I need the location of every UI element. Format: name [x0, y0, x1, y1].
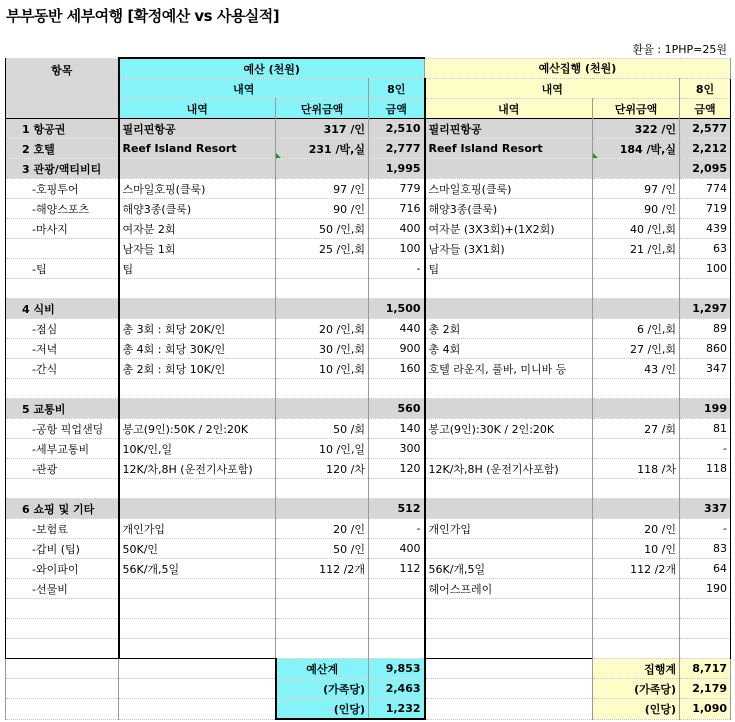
actual-unit	[593, 639, 680, 659]
actual-unit: 6 /인,회	[593, 319, 680, 339]
actual-unit	[593, 399, 680, 419]
budget-detail	[119, 159, 276, 179]
actual-family-label: (가족당)	[593, 679, 680, 699]
actual-unit	[593, 379, 680, 399]
budget-detail	[119, 479, 276, 499]
table-row	[6, 619, 731, 639]
row-item: 6 쇼핑 및 기타	[6, 499, 119, 519]
actual-unit: 322 /인	[593, 119, 680, 139]
table-row	[6, 539, 731, 559]
budget-detail: 12K/차,8H (운전기사포함)	[119, 459, 276, 479]
budget-detail: 남자들 1회	[119, 239, 276, 259]
budget-amount: 400	[369, 219, 425, 239]
budget-detail: 10K/인,일	[119, 439, 276, 459]
actual-unit	[593, 619, 680, 639]
row-item: 5 교통비	[6, 399, 119, 419]
section-row	[6, 399, 731, 419]
header-actual-desc: 내역	[425, 79, 680, 99]
actual-unit: 10 /인	[593, 539, 680, 559]
budget-amount	[369, 479, 425, 499]
budget-unit: 30 /인,회	[276, 339, 369, 359]
budget-detail: 56K/개,5일	[119, 559, 276, 579]
budget-unit: 317 /인	[276, 119, 369, 139]
actual-unit: 43 /인	[593, 359, 680, 379]
actual-person-label: (인당)	[593, 699, 680, 720]
actual-detail: 56K/개,5일	[425, 559, 593, 579]
actual-amount	[680, 479, 731, 499]
budget-amount: 779	[369, 179, 425, 199]
budget-detail: 해양3종(클룩)	[119, 199, 276, 219]
row-item	[6, 599, 119, 619]
budget-table	[5, 57, 731, 720]
budget-amount: 400	[369, 539, 425, 559]
actual-detail	[425, 599, 593, 619]
budget-unit	[276, 599, 369, 619]
section-row	[6, 159, 731, 179]
section-row	[6, 499, 731, 519]
budget-family: 2,463	[369, 679, 425, 699]
actual-unit	[593, 439, 680, 459]
actual-amount: 347	[680, 359, 731, 379]
budget-amount: 120	[369, 459, 425, 479]
actual-detail: 호텔 라운지, 풀바, 미니바 등	[425, 359, 593, 379]
actual-unit	[593, 579, 680, 599]
actual-detail: 총 4회	[425, 339, 593, 359]
row-item	[6, 479, 119, 499]
actual-detail: 봉고(9인):30K / 2인:20K	[425, 419, 593, 439]
budget-amount: 716	[369, 199, 425, 219]
budget-amount	[369, 579, 425, 599]
actual-detail: 스마일호핑(클룩)	[425, 179, 593, 199]
row-item	[6, 239, 119, 259]
header-actual: 예산집행 (천원)	[425, 58, 731, 79]
actual-unit: 112 /2개	[593, 559, 680, 579]
row-item	[6, 379, 119, 399]
actual-detail	[425, 479, 593, 499]
actual-amount: 190	[680, 579, 731, 599]
budget-detail	[119, 279, 276, 299]
row-item	[6, 619, 119, 639]
budget-amount: 440	[369, 319, 425, 339]
actual-amount: -	[680, 439, 731, 459]
actual-unit	[593, 159, 680, 179]
budget-amount: 2,510	[369, 119, 425, 139]
budget-detail	[119, 639, 276, 659]
row-item: 1 항공권	[6, 119, 119, 139]
table-row	[6, 319, 731, 339]
actual-amount: 199	[680, 399, 731, 419]
actual-unit: 21 /인,회	[593, 239, 680, 259]
row-item: -보험료	[6, 519, 119, 539]
row-item: -해양스포츠	[6, 199, 119, 219]
actual-amount: 337	[680, 499, 731, 519]
actual-detail	[425, 499, 593, 519]
budget-unit	[276, 619, 369, 639]
budget-unit: 50 /인	[276, 539, 369, 559]
actual-unit	[593, 259, 680, 279]
table-row	[6, 639, 731, 659]
section-row	[6, 119, 731, 139]
budget-amount: 900	[369, 339, 425, 359]
actual-unit	[593, 279, 680, 299]
budget-detail: 팁	[119, 259, 276, 279]
exchange-rate: 환율 : 1PHP=25원	[632, 43, 727, 56]
budget-unit	[276, 479, 369, 499]
actual-detail	[425, 439, 593, 459]
row-item	[6, 279, 119, 299]
actual-unit: 20 /인	[593, 519, 680, 539]
budget-unit	[276, 299, 369, 319]
budget-detail	[119, 599, 276, 619]
budget-unit	[276, 379, 369, 399]
header-actual-detail: 내역	[425, 99, 593, 119]
actual-amount: 774	[680, 179, 731, 199]
budget-detail	[119, 619, 276, 639]
actual-unit: 184 /박,실	[593, 139, 680, 159]
budget-unit: 112 /2개	[276, 559, 369, 579]
actual-unit: 40 /인,회	[593, 219, 680, 239]
actual-detail: 총 2회	[425, 319, 593, 339]
actual-unit: 27 /인,회	[593, 339, 680, 359]
table-row	[6, 199, 731, 219]
actual-detail: 개인가입	[425, 519, 593, 539]
budget-amount	[369, 379, 425, 399]
actual-amount: 2,577	[680, 119, 731, 139]
budget-person: 1,232	[369, 699, 425, 720]
row-item: -갑비 (팁)	[6, 539, 119, 559]
budget-unit: 97 /인	[276, 179, 369, 199]
budget-amount: 112	[369, 559, 425, 579]
section-row	[6, 139, 731, 159]
budget-unit: 10 /인,일	[276, 439, 369, 459]
row-item: -간식	[6, 359, 119, 379]
budget-detail: 봉고(9인):50K / 2인:20K	[119, 419, 276, 439]
actual-amount: 439	[680, 219, 731, 239]
budget-amount: 300	[369, 439, 425, 459]
actual-person: 1,090	[680, 699, 731, 720]
budget-amount: 2,777	[369, 139, 425, 159]
table-row	[6, 439, 731, 459]
actual-amount: 100	[680, 259, 731, 279]
actual-total-label: 집행계	[593, 659, 680, 679]
row-item: -점심	[6, 319, 119, 339]
actual-amount	[680, 639, 731, 659]
budget-unit: 20 /인	[276, 519, 369, 539]
actual-detail	[425, 539, 593, 559]
budget-detail: Reef Island Resort	[119, 139, 276, 159]
budget-detail: 총 3회 : 회당 20K/인	[119, 319, 276, 339]
header-budget-persons: 8인	[369, 79, 425, 99]
budget-total-label: 예산계	[276, 659, 369, 679]
actual-unit: 27 /회	[593, 419, 680, 439]
row-item: -관광	[6, 459, 119, 479]
table-row	[6, 519, 731, 539]
actual-unit	[593, 599, 680, 619]
actual-detail	[425, 619, 593, 639]
budget-unit	[276, 259, 369, 279]
row-item: 2 호텔	[6, 139, 119, 159]
budget-unit	[276, 499, 369, 519]
budget-detail: 필리핀항공	[119, 119, 276, 139]
actual-detail	[425, 379, 593, 399]
table-row	[6, 259, 731, 279]
budget-amount	[369, 639, 425, 659]
budget-amount: 512	[369, 499, 425, 519]
budget-detail	[119, 379, 276, 399]
row-item	[6, 639, 119, 659]
table-row	[6, 459, 731, 479]
actual-unit: 90 /인	[593, 199, 680, 219]
table-row	[6, 479, 731, 499]
actual-detail	[425, 159, 593, 179]
header-item: 항목	[6, 58, 119, 119]
budget-detail: 개인가입	[119, 519, 276, 539]
actual-amount: 81	[680, 419, 731, 439]
actual-unit	[593, 299, 680, 319]
actual-detail	[425, 399, 593, 419]
table-row	[6, 579, 731, 599]
table-row	[6, 179, 731, 199]
sheet-title: 부부동반 세부여행 [확정예산 vs 사용실적]	[6, 7, 280, 25]
budget-detail: 여자분 2회	[119, 219, 276, 239]
budget-unit: 10 /인,회	[276, 359, 369, 379]
budget-unit: 25 /인,회	[276, 239, 369, 259]
budget-unit	[276, 399, 369, 419]
table-row	[6, 339, 731, 359]
actual-detail: 헤어스프레이	[425, 579, 593, 599]
budget-detail	[119, 579, 276, 599]
budget-detail	[119, 399, 276, 419]
header-budget-unit: 단위금액	[276, 99, 369, 119]
actual-detail: 남자들 (3X1회)	[425, 239, 593, 259]
row-item: -공항 픽업샌딩	[6, 419, 119, 439]
actual-detail	[425, 279, 593, 299]
table-row	[6, 239, 731, 259]
header-budget: 예산 (천원)	[119, 58, 425, 79]
actual-detail: 필리핀항공	[425, 119, 593, 139]
table-row	[6, 359, 731, 379]
table-row	[6, 219, 731, 239]
actual-detail	[425, 639, 593, 659]
row-item: -마사지	[6, 219, 119, 239]
actual-family: 2,179	[680, 679, 731, 699]
budget-amount: 160	[369, 359, 425, 379]
budget-detail	[119, 499, 276, 519]
budget-unit: 90 /인	[276, 199, 369, 219]
row-item: -저녁	[6, 339, 119, 359]
actual-total: 8,717	[680, 659, 731, 679]
actual-detail	[425, 299, 593, 319]
budget-amount	[369, 619, 425, 639]
budget-amount: -	[369, 519, 425, 539]
budget-unit	[276, 279, 369, 299]
budget-amount: 1,995	[369, 159, 425, 179]
row-item: -호핑투어	[6, 179, 119, 199]
header-budget-amount: 금액	[369, 99, 425, 119]
budget-unit: 231 /박,실	[276, 139, 369, 159]
section-row	[6, 299, 731, 319]
row-item: -팁	[6, 259, 119, 279]
actual-detail: 12K/차,8H (운전기사포함)	[425, 459, 593, 479]
budget-amount: -	[369, 259, 425, 279]
actual-amount: -	[680, 519, 731, 539]
actual-unit: 97 /인	[593, 179, 680, 199]
header-actual-unit: 단위금액	[593, 99, 680, 119]
table-row	[6, 379, 731, 399]
row-item: -와이파이	[6, 559, 119, 579]
actual-amount: 2,212	[680, 139, 731, 159]
budget-unit: 120 /차	[276, 459, 369, 479]
actual-amount	[680, 279, 731, 299]
budget-unit: 50 /회	[276, 419, 369, 439]
budget-detail: 50K/인	[119, 539, 276, 559]
budget-unit: 50 /인,회	[276, 219, 369, 239]
budget-detail	[119, 299, 276, 319]
actual-detail: 여자분 (3X3회)+(1X2회)	[425, 219, 593, 239]
budget-amount: 100	[369, 239, 425, 259]
actual-detail: 팁	[425, 259, 593, 279]
actual-detail: 해양3종(클룩)	[425, 199, 593, 219]
actual-amount: 63	[680, 239, 731, 259]
actual-amount	[680, 379, 731, 399]
budget-amount	[369, 279, 425, 299]
budget-amount: 560	[369, 399, 425, 419]
table-row	[6, 279, 731, 299]
header-actual-amount: 금액	[680, 99, 731, 119]
table-row	[6, 559, 731, 579]
header-budget-desc: 내역	[119, 79, 369, 99]
header-actual-persons: 8인	[680, 79, 731, 99]
actual-amount	[680, 599, 731, 619]
actual-amount	[680, 619, 731, 639]
actual-amount: 118	[680, 459, 731, 479]
row-item: -세부교통비	[6, 439, 119, 459]
budget-amount: 140	[369, 419, 425, 439]
actual-amount: 2,095	[680, 159, 731, 179]
budget-amount	[369, 599, 425, 619]
row-item: 3 관광/액티비티	[6, 159, 119, 179]
budget-person-label: (인당)	[276, 699, 369, 720]
actual-unit: 118 /차	[593, 459, 680, 479]
budget-detail: 스마일호핑(클룩)	[119, 179, 276, 199]
row-item: -선물비	[6, 579, 119, 599]
actual-amount: 89	[680, 319, 731, 339]
header-budget-detail: 내역	[119, 99, 276, 119]
actual-unit	[593, 499, 680, 519]
actual-amount: 64	[680, 559, 731, 579]
actual-amount: 1,297	[680, 299, 731, 319]
budget-unit	[276, 639, 369, 659]
actual-amount: 83	[680, 539, 731, 559]
budget-family-label: (가족당)	[276, 679, 369, 699]
table-row	[6, 419, 731, 439]
budget-amount: 1,500	[369, 299, 425, 319]
budget-unit	[276, 579, 369, 599]
actual-amount: 860	[680, 339, 731, 359]
budget-unit	[276, 159, 369, 179]
budget-unit: 20 /인,회	[276, 319, 369, 339]
budget-detail: 총 4회 : 회당 30K/인	[119, 339, 276, 359]
actual-unit	[593, 479, 680, 499]
budget-total: 9,853	[369, 659, 425, 679]
actual-detail: Reef Island Resort	[425, 139, 593, 159]
actual-amount: 719	[680, 199, 731, 219]
table-row	[6, 599, 731, 619]
row-item: 4 식비	[6, 299, 119, 319]
budget-detail: 총 2회 : 회당 10K/인	[119, 359, 276, 379]
